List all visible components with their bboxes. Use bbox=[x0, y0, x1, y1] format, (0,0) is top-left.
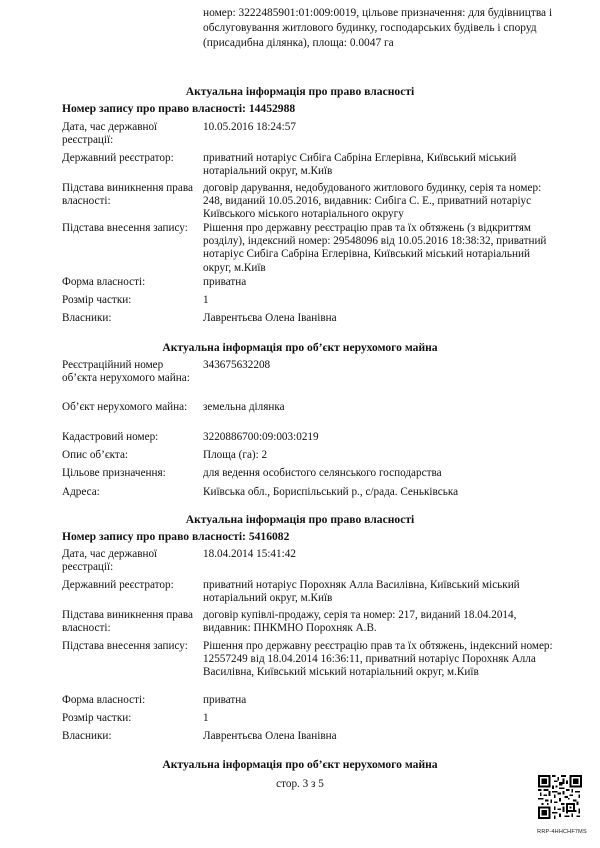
field-label: Розмір частки: bbox=[62, 712, 132, 724]
section-title-object-2: Актуальна інформація про об’єкт нерухомого майна bbox=[162, 758, 438, 771]
field-label: Власники: bbox=[62, 312, 112, 324]
field-value: договір купівлі-продажу, серія та номер: 217, виданий 18.04.2014, видавник: ПНКМНО Порохняк А.В. bbox=[203, 609, 517, 635]
field-value: Рішення про державну реєстрацію прав та їх обтяжень (з відкриттям розділу), індексний номер: 29548096 від 10.05.2016 18:38:32, приватний нотаріус Сибіга Сабріна Еглерівна, Київський міський нотаріальний округ, м.Київ bbox=[203, 222, 547, 274]
field-value: приватна bbox=[203, 276, 247, 288]
section-title-ownership-1: Актуальна інформація про право власності bbox=[185, 85, 415, 98]
field-label: Державний реєстратор: bbox=[62, 152, 174, 164]
field-value: Лаврентьєва Олена Іванівна bbox=[203, 730, 337, 742]
field-value: приватний нотаріус Порохняк Алла Василівна, Київський міський нотаріальний округ, м.Київ bbox=[203, 579, 520, 605]
field-value: 343675632208 bbox=[203, 359, 271, 371]
field-value: земельна ділянка bbox=[203, 401, 285, 413]
field-value: приватна bbox=[203, 694, 247, 706]
field-label: Форма власності: bbox=[62, 276, 146, 288]
field-label: Дата, час державної реєстрації: bbox=[62, 548, 158, 574]
field-label: Кадастровий номер: bbox=[62, 431, 159, 443]
field-value: Площа (га): 2 bbox=[203, 449, 268, 461]
field-value: 1 bbox=[203, 294, 209, 306]
section-title-ownership-2: Актуальна інформація про право власності bbox=[185, 513, 415, 526]
field-value: приватний нотаріус Сибіга Сабріна Еглерівна, Київський міський нотаріальний округ, м.Київ bbox=[203, 152, 517, 178]
field-label: Цільове призначення: bbox=[62, 467, 166, 479]
field-label: Об’єкт нерухомого майна: bbox=[62, 401, 188, 413]
section-title-object-1: Актуальна інформація про об’єкт нерухомого майна bbox=[162, 341, 438, 354]
field-label: Власники: bbox=[62, 730, 112, 742]
field-label: Дата, час державної реєстрації: bbox=[62, 121, 158, 147]
field-label: Підстава внесення запису: bbox=[62, 640, 188, 652]
field-label: Опис об’єкта: bbox=[62, 449, 129, 461]
field-value: 18.04.2014 15:41:42 bbox=[203, 548, 296, 560]
field-value: Рішення про державну реєстрацію прав та їх обтяжень, індексний номер: 12557249 від 18.04.2014 16:36:11, приватний нотаріус Порохняк Алла Василівна, Київський міський нотаріальний округ, м.Київ bbox=[203, 640, 553, 679]
field-label: Форма власності: bbox=[62, 694, 146, 706]
page-number: стор. 3 з 5 bbox=[276, 778, 324, 790]
field-value: 10.05.2016 18:24:57 bbox=[203, 121, 296, 133]
intro-paragraph: номер: 3222485901:01:009:0019, цільове призначення: для будівництва і обслуговування житлового будинку, господарських будівель і споруд (присадибна ділянка), площа: 0.0047 га bbox=[203, 7, 553, 50]
field-value: договір дарування, недобудованого житлового будинку, серія та номер: 248, виданий 10.05.2016, видавник: Сибіга С. Е., приватний нотаріус Київського міського нотаріального округу bbox=[203, 182, 542, 221]
qr-code-icon bbox=[538, 775, 582, 819]
field-value: 1 bbox=[203, 712, 209, 724]
qr-code-id: RRP-4HHCHF7MS bbox=[537, 829, 587, 835]
field-label: Розмір частки: bbox=[62, 294, 132, 306]
field-value: для ведення особистого селянського господарства bbox=[203, 467, 442, 479]
field-label: Державний реєстратор: bbox=[62, 579, 174, 591]
field-label: Підстава внесення запису: bbox=[62, 222, 188, 234]
field-value: Київська обл., Бориспільський р., с/рада. Сеньківська bbox=[203, 486, 459, 498]
ownership-record-number-1: Номер запису про право власності: 14452988 bbox=[62, 102, 296, 115]
field-label: Реєстраційний номер об’єкта нерухомого майна: bbox=[62, 359, 190, 385]
field-label: Підстава виникнення права власності: bbox=[62, 182, 193, 208]
field-label: Адреса: bbox=[62, 486, 100, 498]
field-label: Підстава виникнення права власності: bbox=[62, 609, 193, 635]
ownership-record-number-2: Номер запису про право власності: 5416082 bbox=[62, 530, 290, 543]
field-value: Лаврентьєва Олена Іванівна bbox=[203, 312, 337, 324]
field-value: 3220886700:09:003:0219 bbox=[203, 431, 319, 443]
